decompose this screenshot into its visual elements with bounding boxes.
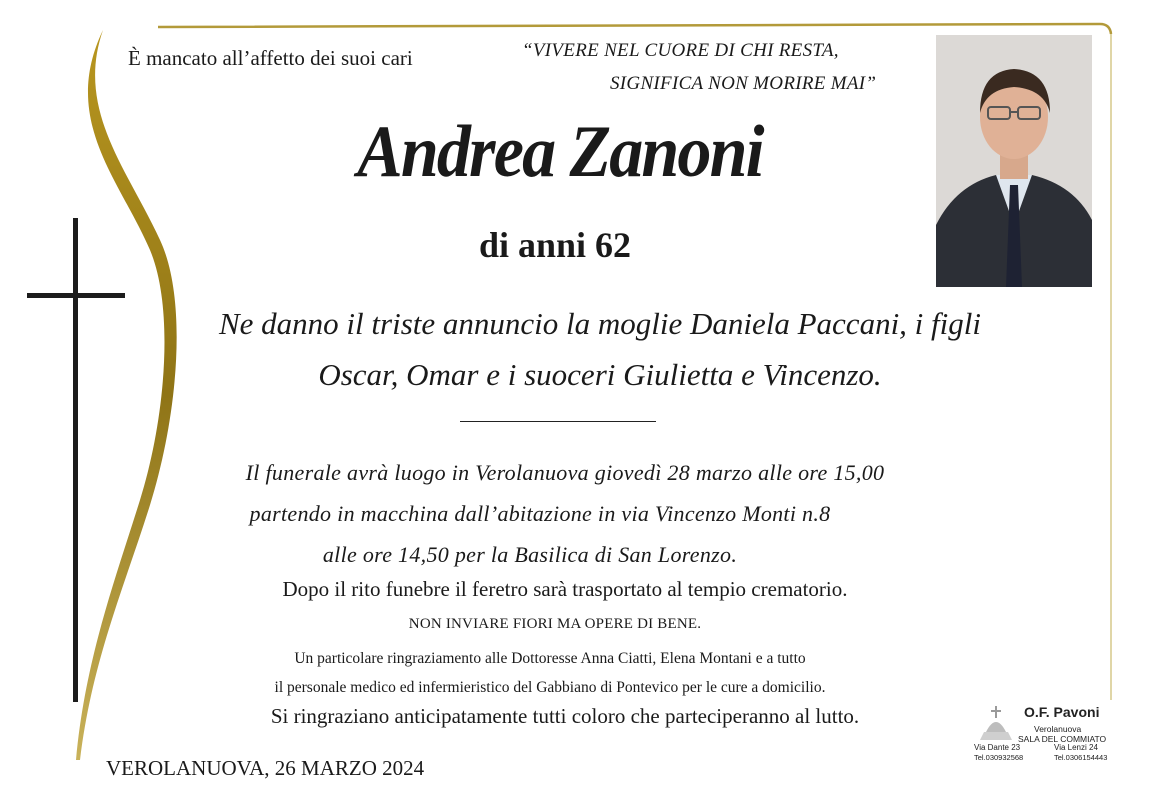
quote-line-1: “VIVERE NEL CUORE DI CHI RESTA,	[522, 40, 839, 61]
funeral-home-hall: SALA DEL COMMIATO	[1018, 734, 1107, 744]
funeral-line-1: Il funerale avrà luogo in Verolanuova giovedì 28 marzo alle ore 15,00	[245, 460, 885, 485]
funeral-home-name: O.F. Pavoni	[1024, 704, 1100, 720]
thanks-doctors	[180, 644, 920, 702]
family-announcement	[150, 298, 1050, 400]
funeral-home-city: Verolanuova	[1034, 724, 1082, 734]
rite-text: Dopo il rito funebre il feretro sarà trasportato al tempio crematorio.	[282, 577, 848, 601]
funeral-line-3: alle ore 14,50 per la Basilica di San Lorenzo.	[322, 542, 738, 567]
funeral-home-address-2: Via Lenzi 24	[1054, 743, 1098, 752]
deceased-name: Andrea Zanoni	[357, 111, 763, 193]
funeral-details	[130, 452, 1000, 575]
funeral-home-address-1: Via Dante 23	[974, 743, 1021, 752]
portrait-photo	[936, 35, 1092, 287]
flowers-notice: NON INVIARE FIORI MA OPERE DI BENE.	[408, 616, 702, 632]
quote	[500, 34, 920, 100]
cross-icon	[27, 218, 125, 702]
divider-line	[460, 421, 656, 422]
announcement-line-2: Oscar, Omar e i suoceri Giulietta e Vincenzo.	[318, 357, 882, 392]
funeral-home-logo-icon	[976, 704, 1016, 742]
funeral-line-2: partendo in macchina dall’abitazione in via Vincenzo Monti n.8	[249, 501, 831, 526]
funeral-home-phone-2: Tel.0306154443	[1054, 753, 1108, 762]
place-date: VEROLANUOVA, 26 MARZO 2024	[106, 756, 425, 780]
announcement-line-1: Ne danno il triste annuncio la moglie Daniela Paccani, i figli	[219, 306, 981, 341]
funeral-home-phone-1: Tel.030932568	[974, 753, 1024, 762]
thanks-doctors-line-1: Un particolare ringraziamento alle Dottoresse Anna Ciatti, Elena Montani e a tutto	[294, 650, 806, 667]
funeral-home-logo	[968, 702, 1108, 766]
deceased-age: di anni 62	[478, 225, 632, 265]
intro-text: È mancato all’affetto dei suoi cari	[128, 46, 413, 70]
quote-line-2: SIGNIFICA NON MORIRE MAI”	[610, 73, 877, 94]
thanks-doctors-line-2: il personale medico ed infermieristico del Gabbiano di Pontevico per le cure a domicilio.	[274, 679, 826, 696]
thanks-all: Si ringraziano anticipatamente tutti coloro che parteciperanno al lutto.	[270, 704, 860, 728]
frame-top-line	[158, 24, 1111, 34]
